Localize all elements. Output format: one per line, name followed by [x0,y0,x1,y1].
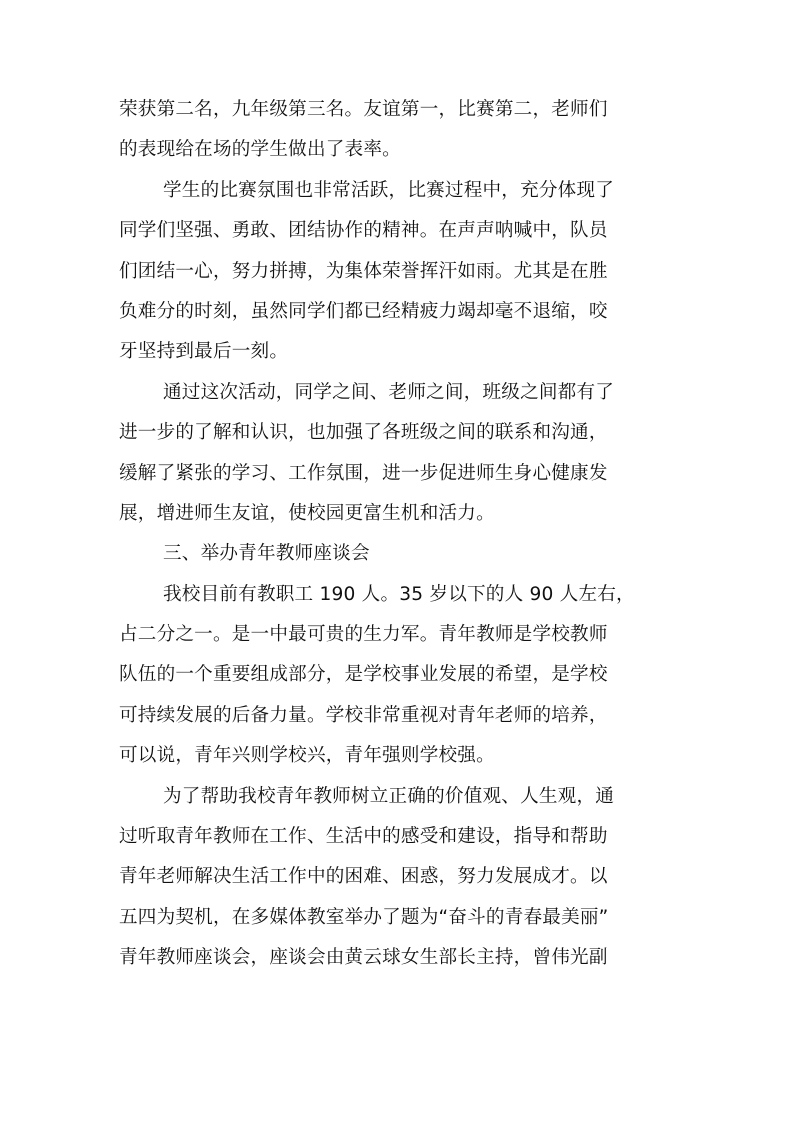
text-line: 进一步的了解和认识，也加强了各班级之间的联系和沟通， [119,422,608,444]
text-line: 占二分之一。是一中最可贵的生力军。青年教师是学校教师 [119,624,608,646]
paragraph-continuation [119,90,683,171]
text-line: 青年老师解决生活工作中的困难、困惑，努力发展成才。以 [119,866,608,888]
text-line: 队伍的一个重要组成部分，是学校事业发展的希望，是学校 [119,664,608,686]
text-line: 青年教师座谈会，座谈会由黄云球女生部长主持，曾伟光副 [119,947,608,969]
text-line: 同学们坚强、勇敢、团结协作的精神。在声声呐喊中，队员 [119,220,608,242]
heading-line: 三、举办青年教师座谈会 [163,543,370,565]
text-line: 为了帮助我校青年教师树立正确的价值观、人生观，通 [163,785,615,807]
text-line: 的表现给在场的学生做出了表率。 [119,139,401,161]
text-line: 五四为契机，在多媒体教室举办了题为“奋斗的青春最美丽” [119,906,609,928]
paragraph-competition-atmosphere [119,171,683,373]
paragraph-seminar [119,777,683,979]
text-line: 展，增进师生友谊，使校园更富生机和活力。 [119,502,495,524]
text-line: 牙坚持到最后一刻。 [119,341,289,363]
text-line: 可持续发展的后备力量。学校非常重视对青年老师的培养， [119,704,608,726]
text-line: 荣获第二名，九年级第三名。友谊第一，比赛第二，老师们 [119,99,608,120]
text-line: 通过这次活动，同学之间、老师之间，班级之间都有了 [163,381,615,403]
text-line: 过听取青年教师在工作、生活中的感受和建设，指导和帮助 [119,826,608,848]
text-line: 负难分的时刻，虽然同学们都已经精疲力竭却毫不退缩，咬 [119,300,608,322]
paragraph-staff-overview [119,575,683,777]
text-line: 们团结一心，努力拼搏，为集体荣誉挥汗如雨。尤其是在胜 [119,260,608,282]
paragraph-activity-outcome [119,373,683,535]
text-line: 我校目前有教职工 190 人。35 岁以下的人 90 人左右， [163,583,635,605]
text-line: 缓解了紧张的学习、工作氛围，进一步促进师生身心健康发 [119,462,608,484]
text-line: 学生的比赛氛围也非常活跃，比赛过程中，充分体现了 [163,179,615,201]
text-line: 可以说，青年兴则学校兴，青年强则学校强。 [119,745,495,767]
section-heading [119,534,683,574]
document-body [119,90,683,979]
